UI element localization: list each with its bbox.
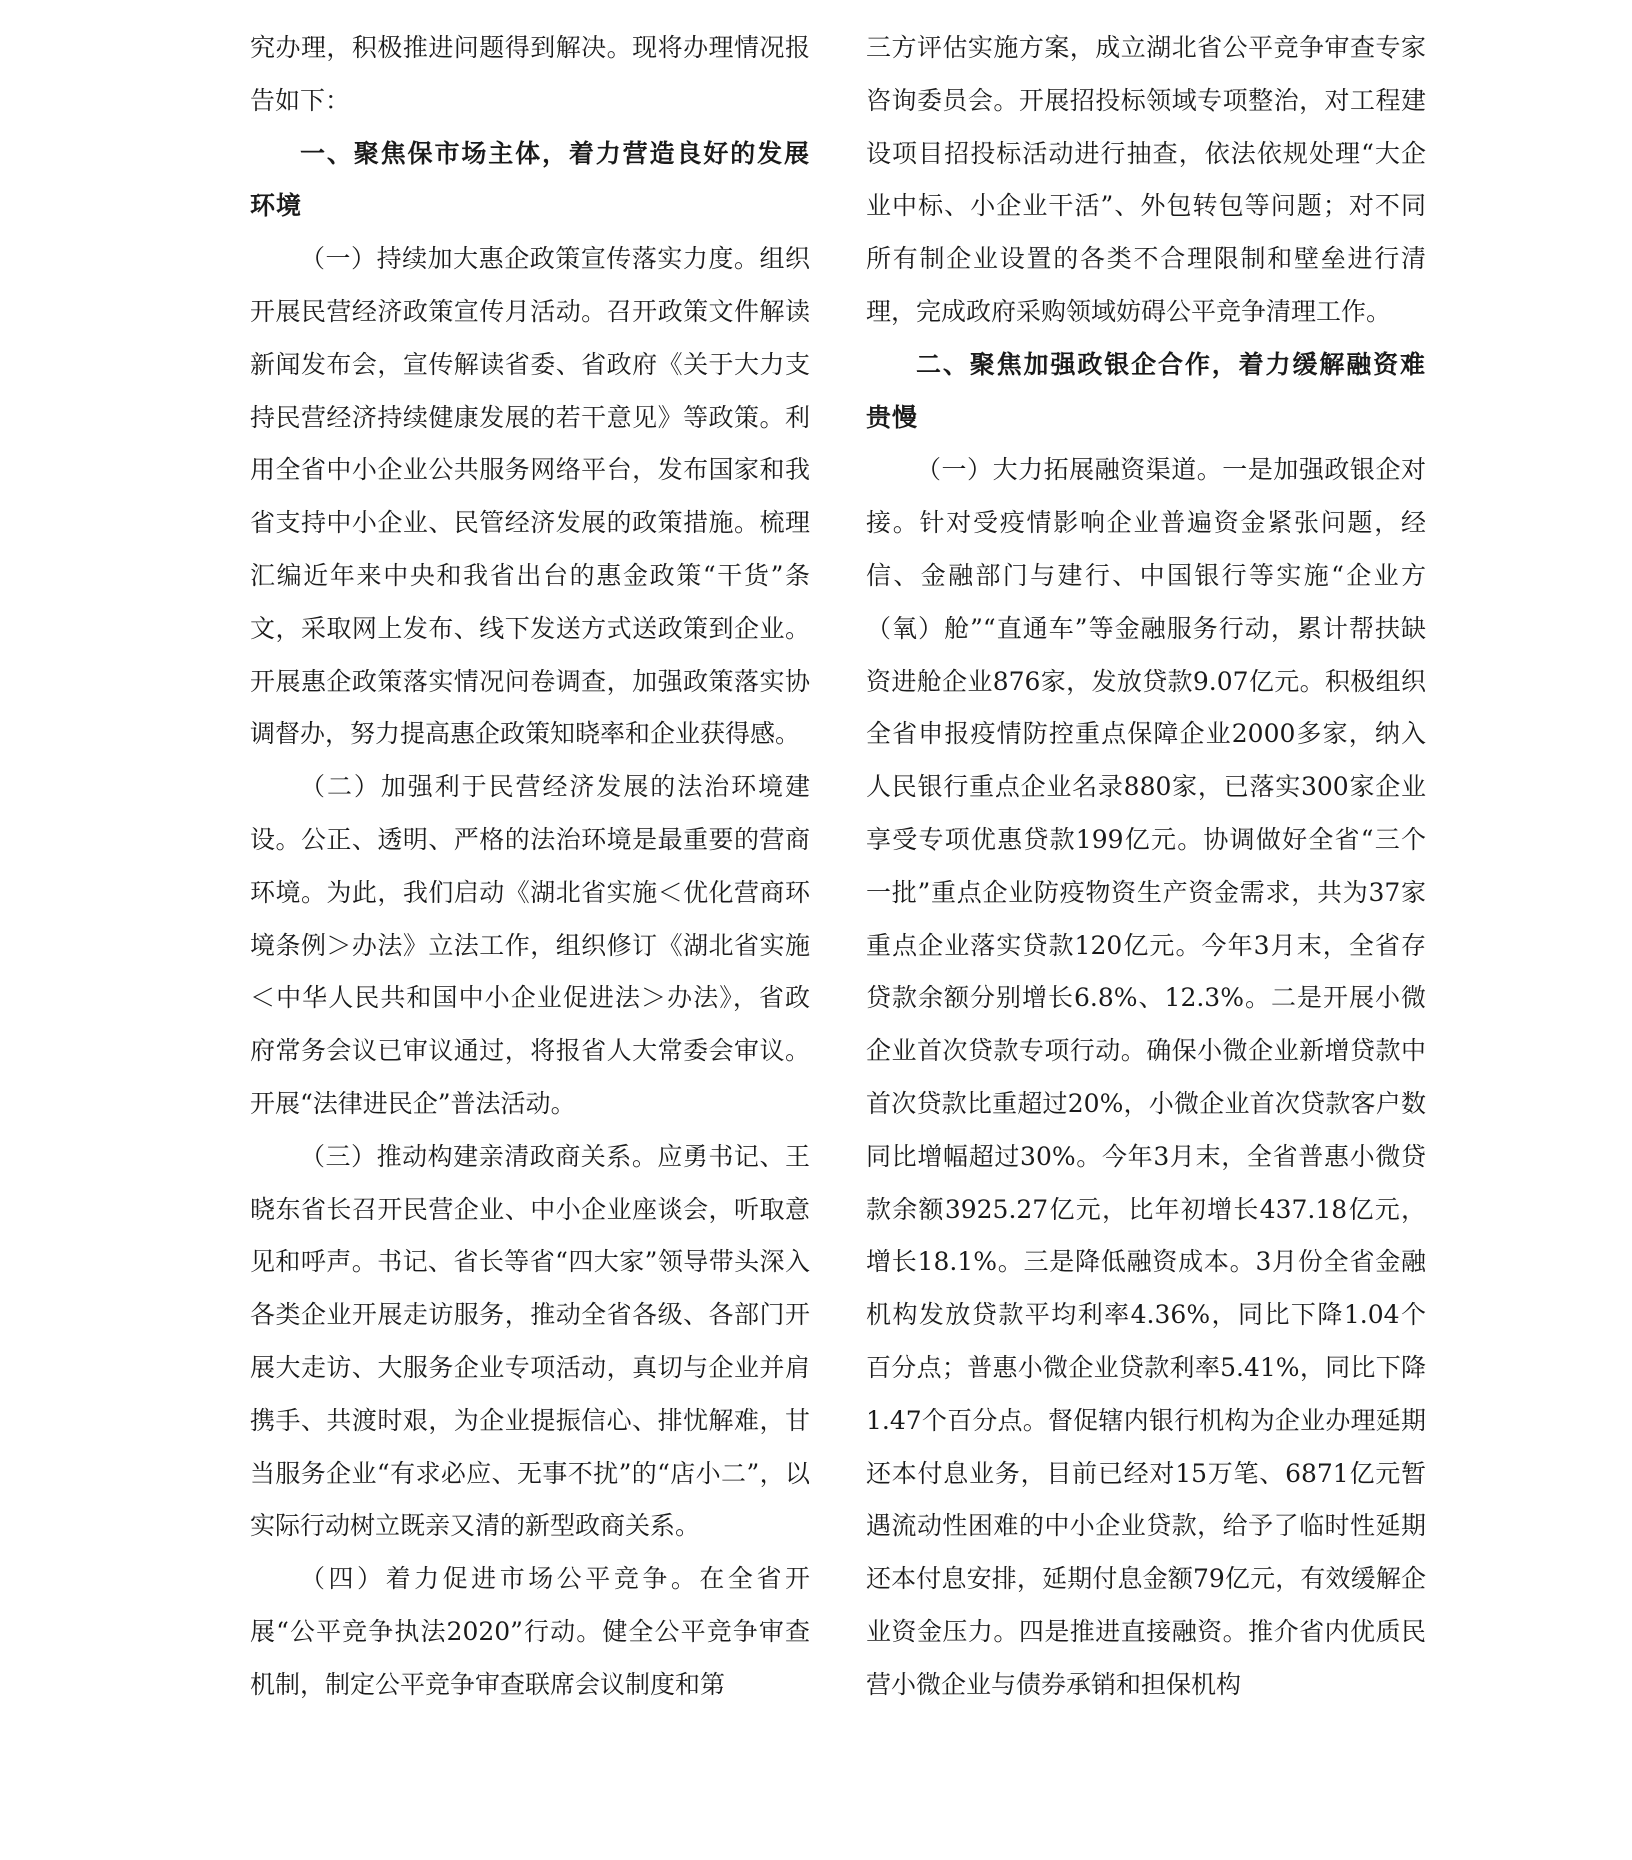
left-text-column	[250, 22, 810, 1712]
paragraph-report-intro: 究办理，积极推进问题得到解决。现将办理情况报告如下：	[250, 33, 810, 115]
right-text-column	[866, 22, 1426, 1712]
paragraph-policy-promotion: （一）持续加大惠企政策宣传落实力度。组织开展民营经济政策宣传月活动。召开政策文件解读新闻发布会，宣传解读省委、省政府《关于大力支持民营经济持续健康发展的若干意见》等政策。利用全省中小企业公共服务网络平台，发布国家和我省支持中小企业、民管经济发展的政策措施。梳理汇编近年来中央和我省出台的惠金政策“干货”条文，采取网上发布、线下发送方式送政策到企业。开展惠企政策落实情况问卷调查，加强政策落实协调督办，努力提高惠企政策知晓率和企业获得感。	[250, 244, 810, 749]
section-heading-1: 一、聚焦保市场主体，着力营造良好的发展环境	[250, 138, 810, 221]
paragraph-legal-environment: （二）加强利于民营经济发展的法治环境建设。公正、透明、严格的法治环境是最重要的营商环境。为此，我们启动《湖北省实施＜优化营商环境条例＞办法》立法工作，组织修订《湖北省实施＜中华人民共和国中小企业促进法＞办法》，省政府常务会议已审议通过，将报省人大常委会审议。开展“法律进民企”普法活动。	[250, 772, 810, 1118]
paragraph-fair-competition-continued: 三方评估实施方案，成立湖北省公平竞争审查专家咨询委员会。开展招投标领域专项整治，对工程建设项目招投标活动进行抽查，依法依规处理“大企业中标、小企业干活”、外包转包等问题；对不同所有制企业设置的各类不合理限制和壁垒进行清理，完成政府采购领域妨碍公平竞争清理工作。	[866, 33, 1426, 326]
paragraph-government-business-relations: （三）推动构建亲清政商关系。应勇书记、王晓东省长召开民营企业、中小企业座谈会，听取意见和呼声。书记、省长等省“四大家”领导带头深入各类企业开展走访服务，推动全省各级、各部门开展大走访、大服务企业专项活动，真切与企业并肩携手、共渡时艰，为企业提振信心、排忧解难，甘当服务企业“有求必应、无事不扰”的“店小二”，以实际行动树立既亲又清的新型政商关系。	[250, 1141, 810, 1541]
paragraph-fair-competition: （四）着力促进市场公平竞争。在全省开展“公平竞争执法2020”行动。健全公平竞争审查机制，制定公平竞争审查联席会议制度和第	[250, 1564, 810, 1699]
paragraph-financing-channels: （一）大力拓展融资渠道。一是加强政银企对接。针对受疫情影响企业普遍资金紧张问题，经信、金融部门与建行、中国银行等实施“企业方（氧）舱”“直通车”等金融服务行动，累计帮扶缺资进舱企业876家，发放贷款9.07亿元。积极组织全省申报疫情防控重点保障企业2000多家，纳入人民银行重点企业名录880家，已落实300家企业享受专项优惠贷款199亿元。协调做好全省“三个一批”重点企业防疫物资生产资金需求，共为37家重点企业落实贷款120亿元。今年3月末，全省存贷款余额分别增长6.8%、12.3%。二是开展小微企业首次贷款专项行动。确保小微企业新增贷款中首次贷款比重超过20%，小微企业首次贷款客户数同比增幅超过30%。今年3月末，全省普惠小微贷款余额3925.27亿元，比年初增长437.18亿元，增长18.1%。三是降低融资成本。3月份全省金融机构发放贷款平均利率4.36%，同比下降1.04个百分点；普惠小微企业贷款利率5.41%，同比下降1.47个百分点。督促辖内银行机构为企业办理延期还本付息业务，目前已经对15万笔、6871亿元暂遇流动性困难的中小企业贷款，给予了临时性延期还本付息安排，延期付息金额79亿元，有效缓解企业资金压力。四是推进直接融资。推介省内优质民营小微企业与债券承销和担保机构	[866, 455, 1426, 1699]
section-heading-2: 二、聚焦加强政银企合作，着力缓解融资难贵慢	[866, 349, 1426, 432]
